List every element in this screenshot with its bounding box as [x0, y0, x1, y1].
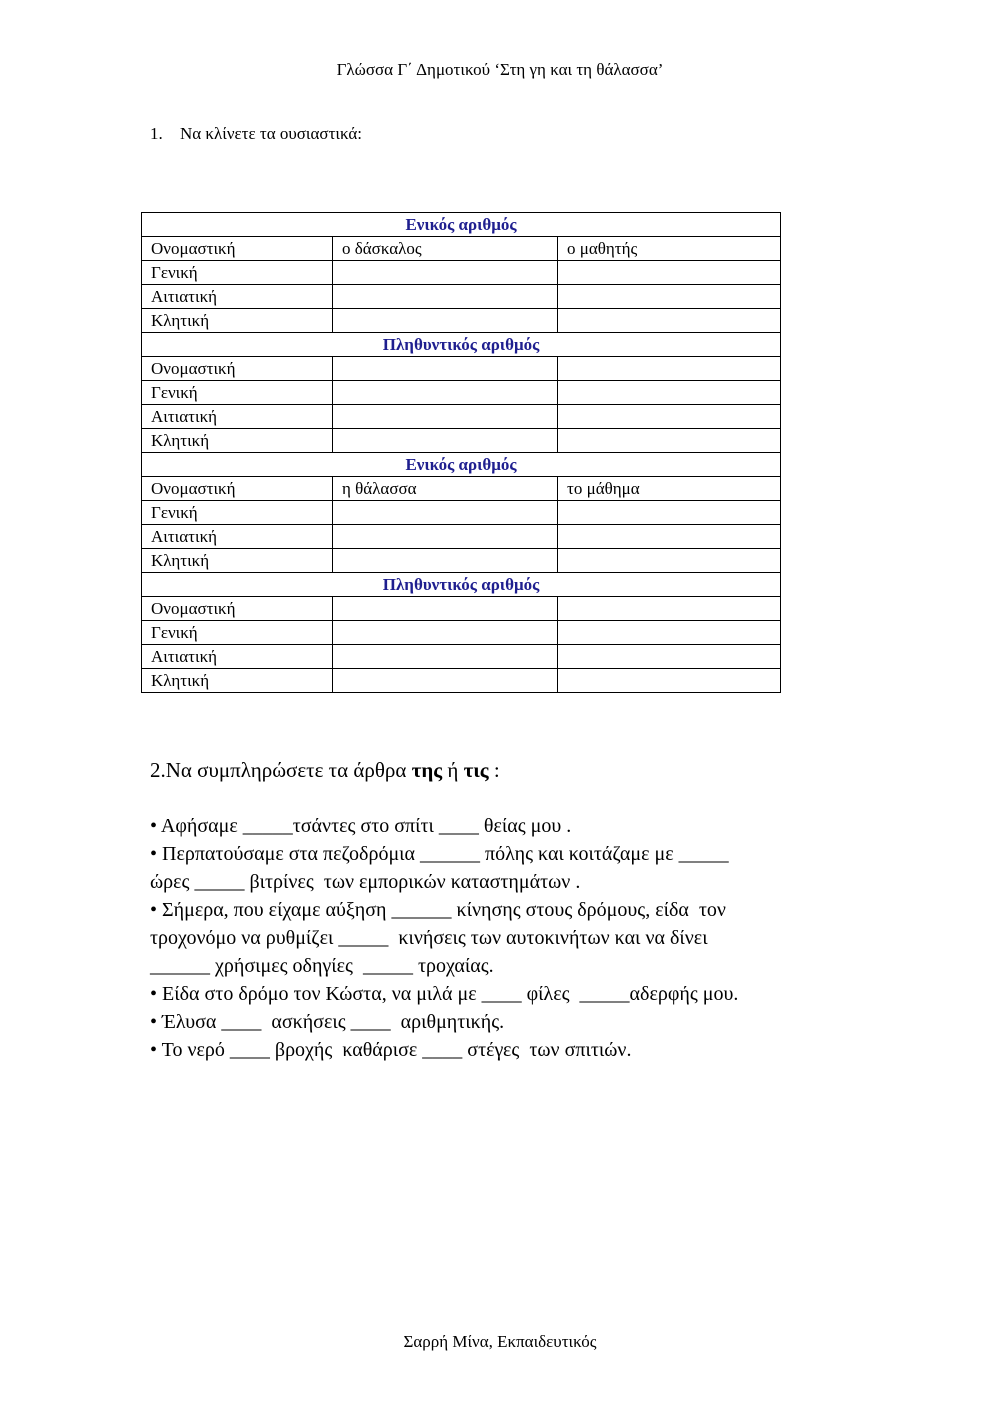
exercise-line: • Σήμερα, που είχαμε αύξηση ______ κίνησης στους δρόμους, είδα τον [150, 899, 726, 921]
table-row [142, 477, 781, 501]
declension-cell[interactable] [333, 525, 558, 549]
declension-cell[interactable] [333, 501, 558, 525]
declension-cell[interactable] [333, 597, 558, 621]
declension-cell[interactable] [333, 429, 558, 453]
table-row [142, 669, 781, 693]
declension-cell[interactable] [333, 549, 558, 573]
declension-cell[interactable] [558, 645, 781, 669]
declension-cell[interactable]: το μάθημα [558, 477, 781, 501]
declension-cell[interactable] [558, 357, 781, 381]
declension-cell[interactable] [558, 381, 781, 405]
case-label: Κλητική [142, 669, 333, 693]
table-row [142, 621, 781, 645]
question-2-middle: ή [442, 758, 464, 782]
declension-cell[interactable] [558, 549, 781, 573]
question-1-number: 1. [150, 124, 163, 143]
table-row [142, 525, 781, 549]
case-label: Αιτιατική [142, 525, 333, 549]
exercise-line: ______ χρήσιμες οδηγίες _____ τροχαίας. [150, 955, 494, 977]
case-label: Κλητική [142, 549, 333, 573]
table-row [142, 237, 781, 261]
exercise-line: ώρες _____ βιτρίνες των εμπορικών καταστημάτων . [150, 871, 581, 893]
exercise-line: • Το νερό ____ βροχής καθάρισε ____ στέγες των σπιτιών. [150, 1039, 632, 1061]
declension-cell[interactable]: ο δάσκαλος [333, 237, 558, 261]
section-header-row [142, 213, 781, 237]
declension-cell[interactable] [558, 669, 781, 693]
question-2 [150, 758, 500, 783]
table-row [142, 645, 781, 669]
case-label: Ονομαστική [142, 597, 333, 621]
table-row [142, 357, 781, 381]
section-title: Ενικός αριθμός [142, 453, 781, 477]
case-label: Κλητική [142, 429, 333, 453]
table-row [142, 597, 781, 621]
page-header: Γλώσσα Γ΄ Δημοτικού ‘Στη γη και τη θάλασσα’ [336, 60, 664, 79]
exercise-list [150, 812, 870, 1064]
case-label: Αιτιατική [142, 645, 333, 669]
exercise-line: • Έλυσα ____ ασκήσεις ____ αριθμητικής. [150, 1011, 505, 1033]
table-row [142, 381, 781, 405]
case-label: Αιτιατική [142, 405, 333, 429]
question-1 [150, 124, 362, 144]
declension-cell[interactable] [333, 309, 558, 333]
table-row [142, 405, 781, 429]
table-row [142, 285, 781, 309]
exercise-line: • Περπατούσαμε στα πεζοδρόμια ______ πόλης και κοιτάζαμε με _____ [150, 843, 729, 865]
table-row [142, 429, 781, 453]
question-1-text: Να κλίνετε τα ουσιαστικά: [180, 124, 363, 143]
table-row [142, 309, 781, 333]
page-footer: Σαρρή Μίνα, Εκπαιδευτικός [403, 1332, 597, 1351]
section-header-row [142, 573, 781, 597]
declension-table [141, 212, 781, 693]
declension-cell[interactable] [333, 261, 558, 285]
question-2-suffix: : [488, 758, 500, 782]
declension-cell[interactable] [333, 405, 558, 429]
table-row [142, 549, 781, 573]
declension-cell[interactable] [333, 285, 558, 309]
declension-cell[interactable]: η θάλασσα [333, 477, 558, 501]
question-2-prefix: 2.Να συμπληρώσετε τα άρθρα [150, 758, 412, 782]
case-label: Αιτιατική [142, 285, 333, 309]
table-row [142, 261, 781, 285]
declension-cell[interactable] [558, 501, 781, 525]
section-header-row [142, 333, 781, 357]
declension-cell[interactable] [558, 621, 781, 645]
section-title: Πληθυντικός αριθμός [142, 573, 781, 597]
declension-cell[interactable] [558, 285, 781, 309]
declension-cell[interactable] [333, 645, 558, 669]
case-label: Ονομαστική [142, 357, 333, 381]
exercise-line: • Είδα στο δρόμο τον Κώστα, να μιλά με ____ φίλες _____αδερφής μου. [150, 983, 739, 1005]
case-label: Ονομαστική [142, 237, 333, 261]
exercise-line: • Αφήσαμε _____τσάντες στο σπίτι ____ θείας μου . [150, 815, 572, 837]
case-label: Γενική [142, 501, 333, 525]
declension-cell[interactable] [558, 309, 781, 333]
article-tis-plural: τις [463, 758, 489, 782]
declension-cell[interactable] [333, 621, 558, 645]
declension-cell[interactable]: ο μαθητής [558, 237, 781, 261]
table-row [142, 501, 781, 525]
section-title: Ενικός αριθμός [142, 213, 781, 237]
case-label: Ονομαστική [142, 477, 333, 501]
declension-cell[interactable] [558, 405, 781, 429]
declension-cell[interactable] [558, 525, 781, 549]
case-label: Γενική [142, 621, 333, 645]
declension-cell[interactable] [333, 381, 558, 405]
case-label: Κλητική [142, 309, 333, 333]
article-tis-singular: της [411, 758, 443, 782]
declension-cell[interactable] [333, 357, 558, 381]
declension-cell[interactable] [558, 429, 781, 453]
declension-cell[interactable] [333, 669, 558, 693]
exercise-line: τροχονόμο να ρυθμίζει _____ κινήσεις των αυτοκινήτων και να δίνει [150, 927, 708, 949]
declension-cell[interactable] [558, 261, 781, 285]
case-label: Γενική [142, 381, 333, 405]
case-label: Γενική [142, 261, 333, 285]
section-header-row [142, 453, 781, 477]
section-title: Πληθυντικός αριθμός [142, 333, 781, 357]
declension-cell[interactable] [558, 597, 781, 621]
